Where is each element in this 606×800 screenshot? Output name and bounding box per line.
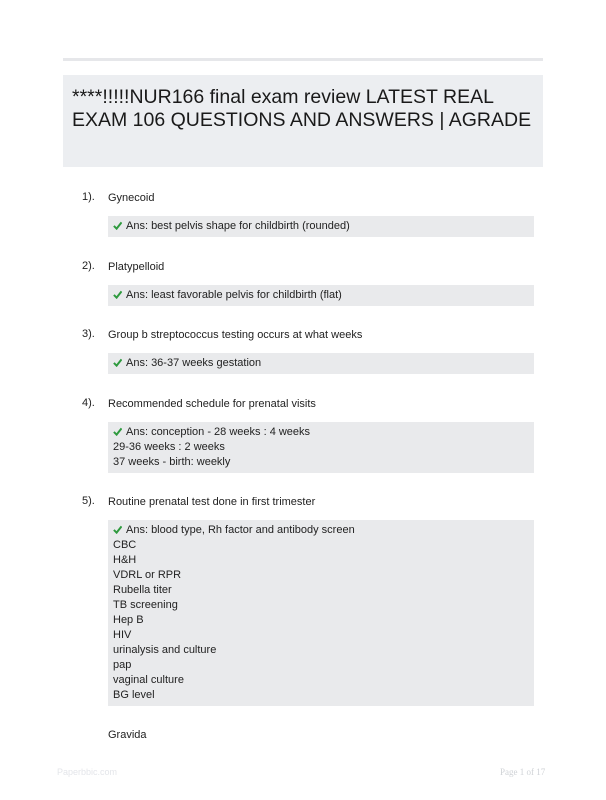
answer-line: CBC xyxy=(113,539,137,551)
question-text: Recommended schedule for prenatal visits xyxy=(108,398,316,410)
answer-line: 37 weeks - birth: weekly xyxy=(113,456,231,468)
check-icon xyxy=(113,221,122,230)
answer-line: Rubella titer xyxy=(113,584,172,596)
answer-line: pap xyxy=(113,659,132,671)
answer-line: Ans: best pelvis shape for childbirth (rounded) xyxy=(113,219,529,234)
answer-line: urinalysis and culture xyxy=(113,644,217,656)
question-text: Group b streptococcus testing occurs at what weeks xyxy=(108,329,363,341)
question-text: Platypelloid xyxy=(108,261,165,273)
footer-site-watermark: Paperbbic.com xyxy=(57,767,118,777)
top-divider xyxy=(63,58,543,61)
check-icon xyxy=(113,290,122,299)
footer-page-number: Page 1 of 17 xyxy=(500,767,546,777)
question-number: 2). xyxy=(82,260,95,272)
answer-line: Ans: 36-37 weeks gestation xyxy=(113,356,529,371)
answer-line: HIV xyxy=(113,629,132,641)
answer-line: TB screening xyxy=(113,599,178,611)
answer-line: VDRL or RPR xyxy=(113,569,182,581)
answer-line: H&H xyxy=(113,554,137,566)
answer-box xyxy=(108,520,534,706)
answer-line: vaginal culture xyxy=(113,674,184,686)
answer-box xyxy=(108,422,534,473)
question-text: Gynecoid xyxy=(108,192,155,204)
check-icon xyxy=(113,525,122,534)
check-icon xyxy=(113,358,122,367)
question-number: 5). xyxy=(82,495,95,507)
answer-line: Ans: conception - 28 weeks : 4 weeks xyxy=(113,425,529,440)
answer-box xyxy=(108,353,534,374)
question-number: 4). xyxy=(82,397,95,409)
answer-box xyxy=(108,216,534,237)
question-number: 3). xyxy=(82,328,95,340)
answer-line: Hep B xyxy=(113,614,144,626)
title-box xyxy=(63,75,543,167)
check-icon xyxy=(113,427,122,436)
question-text: Gravida xyxy=(108,729,147,741)
question-text: Routine prenatal test done in first trimester xyxy=(108,496,316,508)
answer-line: BG level xyxy=(113,689,155,701)
page-title: ****!!!!!NUR166 final exam review LATEST REAL EXAM 106 QUESTIONS AND ANSWERS | AGRADE xyxy=(72,86,532,131)
answer-line: Ans: blood type, Rh factor and antibody screen xyxy=(113,523,529,538)
answer-box xyxy=(108,285,534,306)
question-number: 1). xyxy=(82,191,95,203)
answer-line: Ans: least favorable pelvis for childbirth (flat) xyxy=(113,288,529,303)
answer-line: 29-36 weeks : 2 weeks xyxy=(113,441,225,453)
